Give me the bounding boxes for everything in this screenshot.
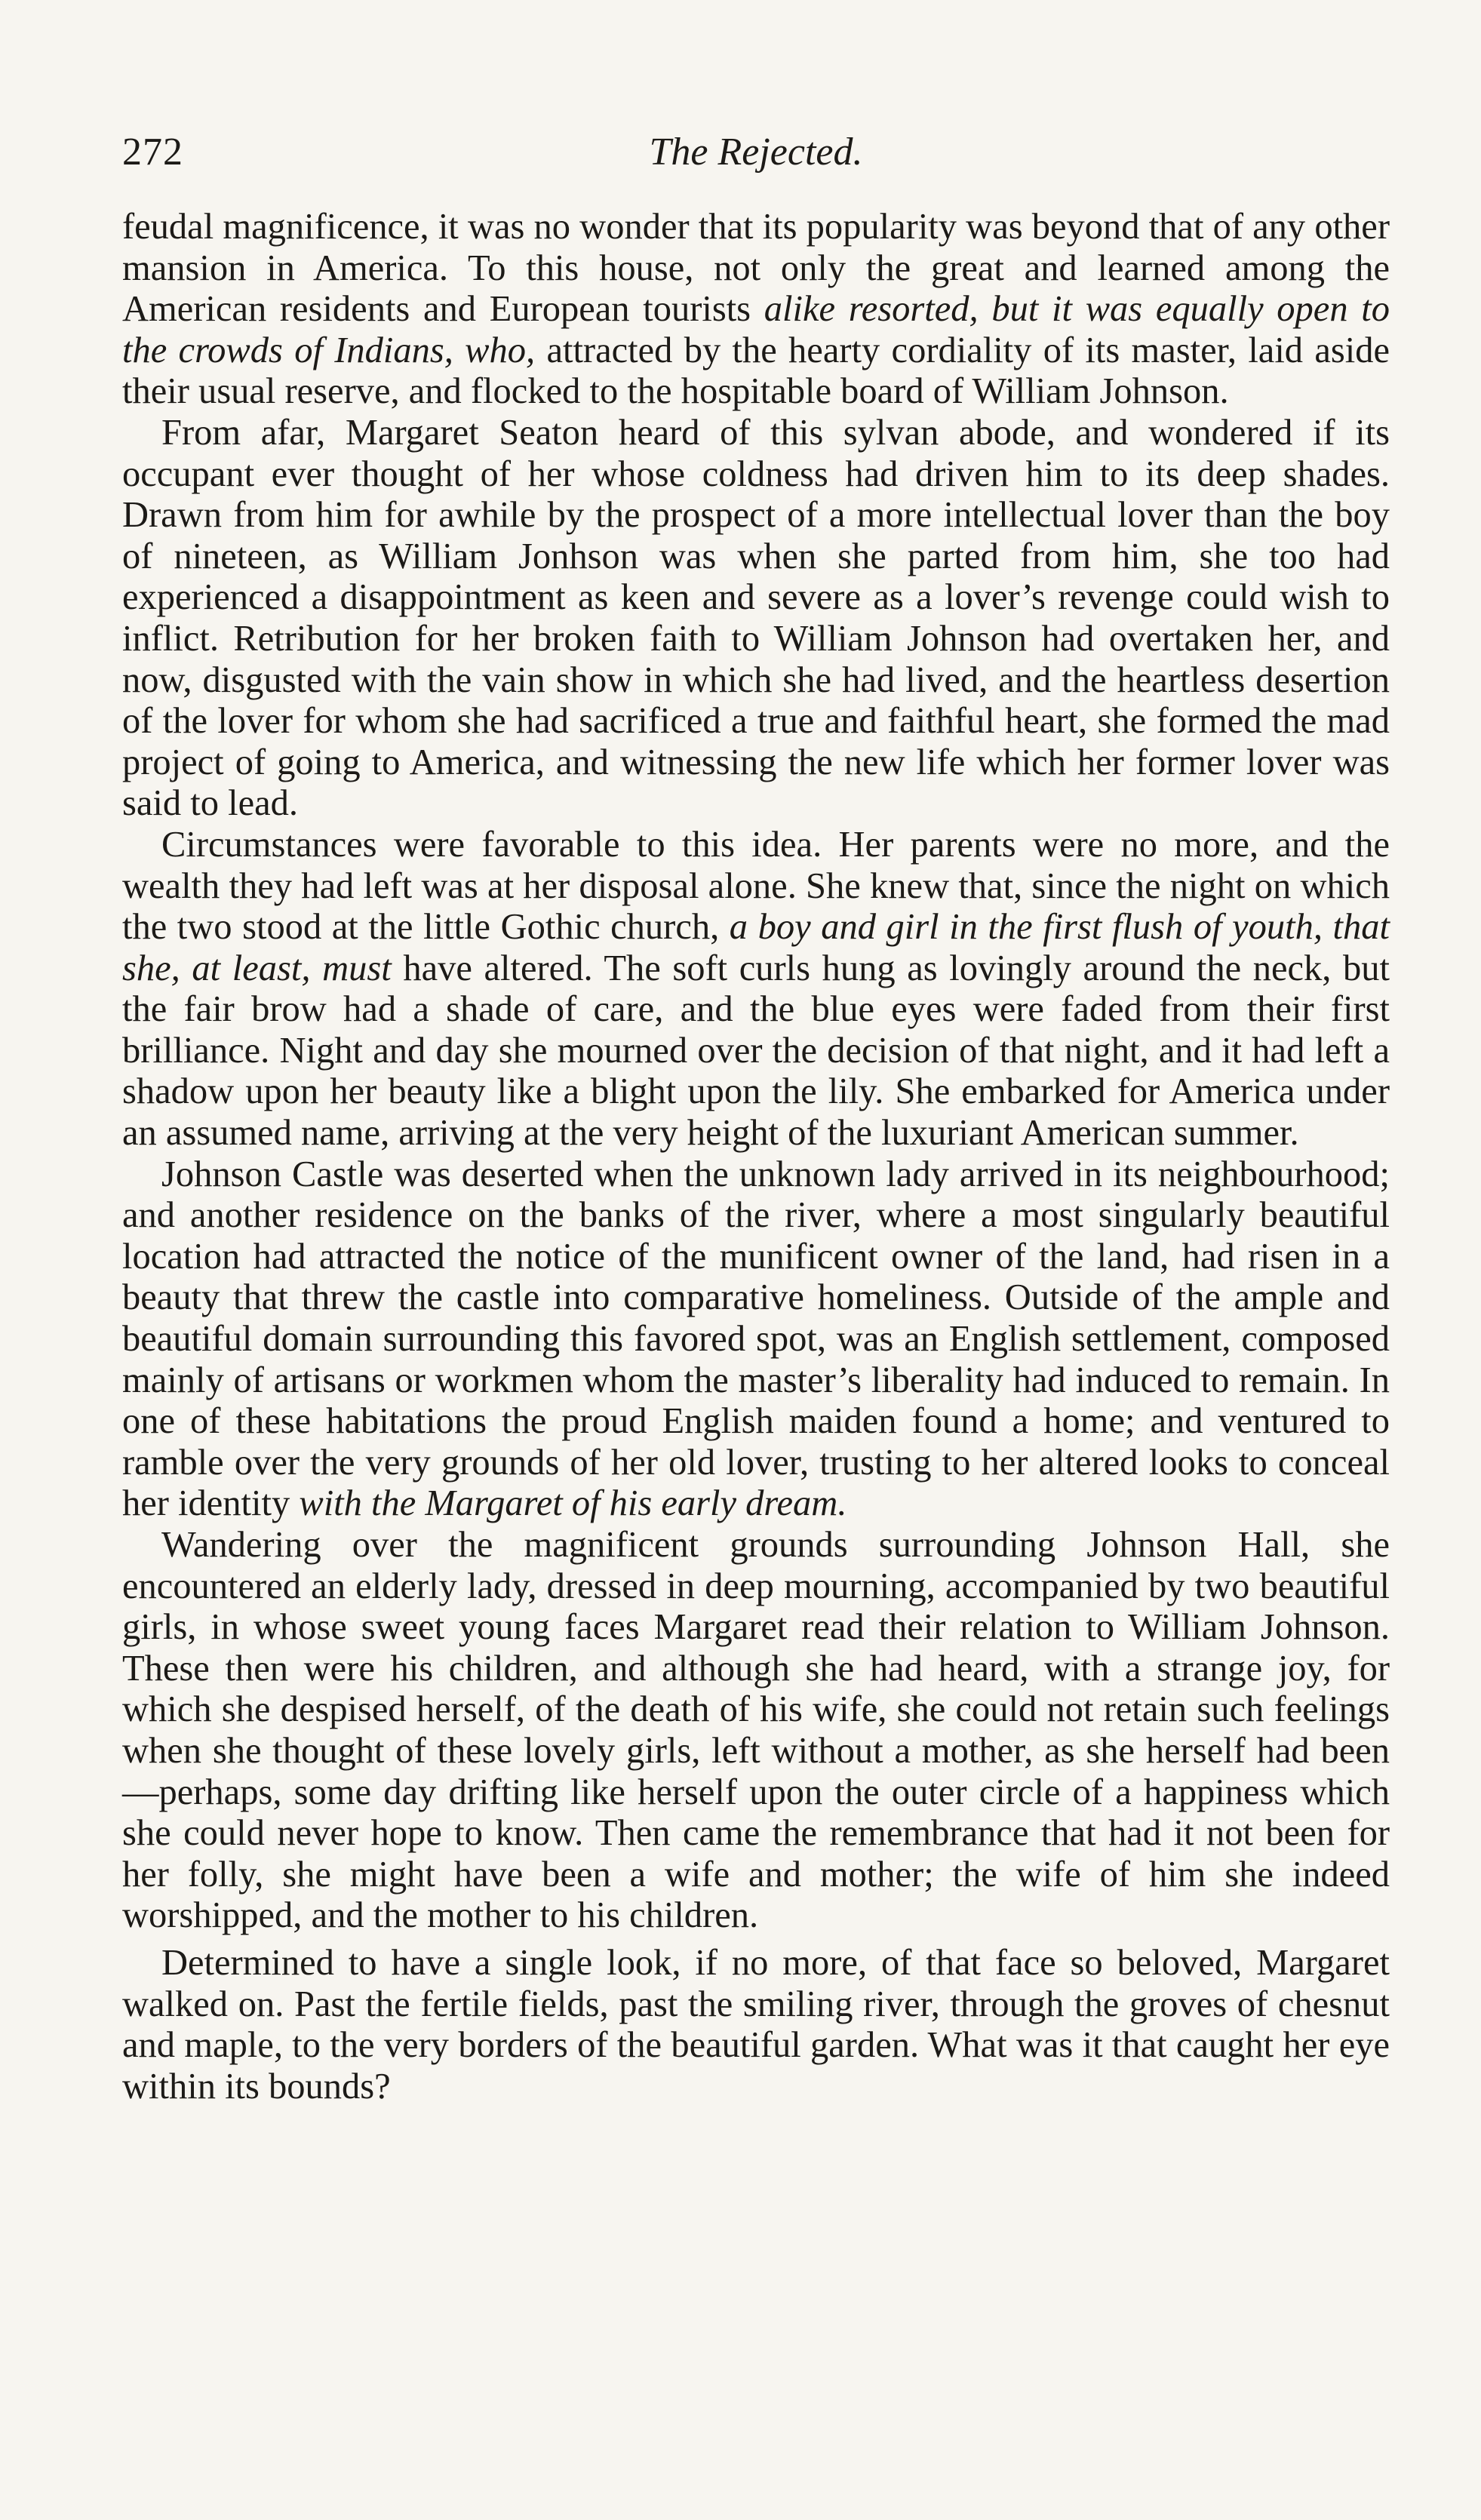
paragraph-5 xyxy=(122,1525,1390,1937)
paragraph-3-text-1: Circumstances were favorable to this idea. Her parents were no more, and the wealth they had left was at her disposal alone. She knew that, since the night on which the two stood at the little Gothic church, xyxy=(122,824,1390,948)
paragraph-1 xyxy=(122,207,1390,413)
running-title: The Rejected. xyxy=(649,131,863,174)
paragraph-3-italic-text: a boy and girl in the first flush of youth, that she, at least, must xyxy=(122,907,1390,988)
paragraph-1-text-1: feudal magnificence, it was no wonder that its popularity was beyond that of any other mansion in America. To this house, not only the great and learned among the American residents and European tourists xyxy=(122,207,1390,330)
page-header xyxy=(122,130,1390,190)
paragraph-6-text: Determined to have a single look, if no more, of that face so beloved, Margaret walked on. Past the fertile fields, past the smiling river, through the groves of chesnut and maple, to the very borders of the beautiful garden. What was it that caught her eye within its bounds? xyxy=(122,1942,1390,2107)
paragraph-2-text: From afar, Margaret Seaton heard of this sylvan abode, and wondered if its occupant ever thought of her whose coldness had driven him to its deep shades. Drawn from him for awhile by the prospect of a more intellectual lover than the boy of nineteen, as William Jonhson was when she parted from him, she too had experienced a disappointment as keen and severe as a lover’s revenge could wish to inflict. Retribution for her broken faith to William Johnson had overtaken her, and now, disgusted with the vain show in which she had lived, and the heartless desertion of the lover for whom she had sacrificed a true and faithful heart, she formed the mad project of going to America, and witnessing the new life which her former lover was said to lead. xyxy=(122,412,1390,824)
paragraph-1-text-2: attracted by the hearty cordiality of its master, laid aside their usual reserve, and flocked to the hospitable board of William Johnson. xyxy=(122,330,1390,412)
paragraph-4-text: Johnson Castle was deserted when the unknown lady arrived in its neighbourhood; and another residence on the banks of the river, where a most singularly beautiful location had attracted the notice of the munificent owner of the land, had risen in a beauty that threw the castle into comparative homeliness. Outside of the ample and beautiful domain surrounding this favored spot, was an English settlement, composed mainly of artisans or workmen whom the master’s liberality had induced to remain. In one of these habitations the proud English maiden found a home; and ventured to ramble over the very grounds of her old lover, trusting to her altered looks to conceal her identity xyxy=(122,1154,1390,1524)
paragraph-5-text: Wandering over the magnificent grounds surrounding Johnson Hall, she encountered an elderly lady, dressed in deep mourning, accompanied by two beautiful girls, in whose sweet young faces Margaret read their relation to William Johnson. These then were his children, and although she had heard, with a strange joy, for which she despised herself, of the death of his wife, she could not retain such feelings when she thought of these lovely girls, left without a mother, as she herself had been—perhaps, some day drifting like herself upon the outer circle of a happiness which she could never hope to know. Then came the remembrance that had it not been for her folly, she might have been a wife and mother; the wife of him she indeed worshipped, and the mother to his children. xyxy=(122,1525,1390,1936)
page-number: 272 xyxy=(122,131,183,174)
paragraph-3-text-2: have altered. The soft curls hung as lovingly around the neck, but the fair brow had a shade of care, and the blue eyes were faded from their first brilliance. Night and day she mourned over the decision of that night, and it had left a shadow upon her beauty like a blight upon the lily. She embarked for America under an assumed name, arriving at the very height of the luxuriant American summer. xyxy=(122,948,1390,1154)
paragraph-2 xyxy=(122,413,1390,825)
paragraph-3 xyxy=(122,825,1390,1154)
paragraph-1-italic-text: alike resorted, but it was equally open to the crowds of Indians, who, xyxy=(122,289,1390,370)
paragraph-4 xyxy=(122,1154,1390,1525)
paragraph-6 xyxy=(122,1943,1390,2107)
body-text xyxy=(122,207,1390,2107)
book-page xyxy=(122,130,1390,2107)
paragraph-4-italic-text: with the Margaret of his early dream. xyxy=(299,1483,847,1524)
